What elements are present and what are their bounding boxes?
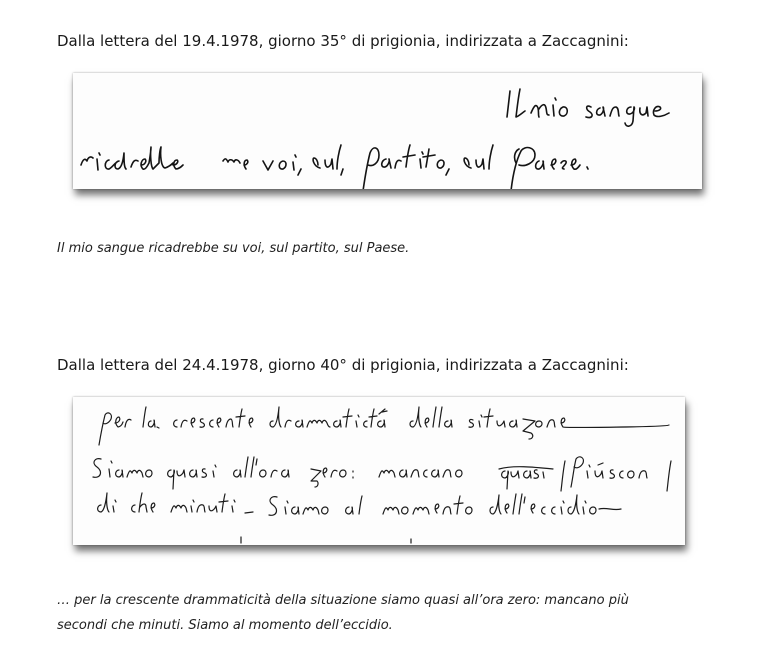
letter1-handwriting-scan <box>73 73 702 189</box>
letter2-translation-line1: … per la crescente drammaticità della situazione siamo quasi all’ora zero: mancano più <box>57 593 629 608</box>
letter1-intro: Dalla lettera del 19.4.1978, giorno 35° di prigionia, indirizzata a Zaccagnini: <box>57 32 629 50</box>
handwriting-image <box>73 73 702 189</box>
letter1-translation: Il mio sangue ricadrebbe su voi, sul partito, sul Paese. <box>57 241 410 256</box>
handwriting-image <box>73 397 685 545</box>
letter2-translation-line2: secondi che minuti. Siamo al momento dell’eccidio. <box>57 618 393 633</box>
letter2-handwriting-scan <box>73 397 685 545</box>
letter2-intro: Dalla lettera del 24.4.1978, giorno 40° di prigionia, indirizzata a Zaccagnini: <box>57 356 629 374</box>
